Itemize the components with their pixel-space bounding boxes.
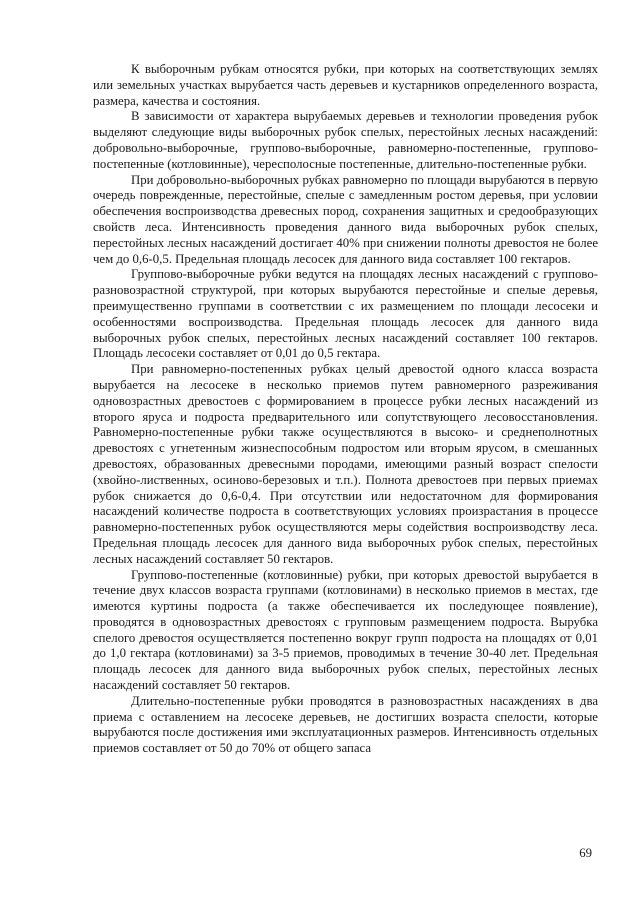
paragraph-4: Группово-выборочные рубки ведутся на площадях лесных насаждений с группово-разновозрастной структурой, при которых вырубаются перестойные и спелые деревья, преимущественно группами в соответствии с их размещением по площади лесосеки и особенностями воспроизводства. Предельная площадь лесосек для данного вида выборочных рубок спелых, перестойных лесных насаждений составляет 100 гектаров. Площадь лесосеки составляет от 0,01 до 0,5 гектара. (93, 267, 598, 361)
paragraph-5: При равномерно-постепенных рубках целый древостой одного класса возраста вырубается на лесосеке в несколько приемов путем равномерного разреживания одновозрастных древостоев с формированием в процессе рубки лесных насаждений из второго яруса и подроста предварительного или сопутствующего лесовосстановления. Равномерно-постепенные рубки также осуществляются в высоко- и среднеполнотных древостоях с угнетенным жизнеспособным подростом или вторым ярусом, в смешанных древостоях, образованных древесными породами, имеющими разный возраст спелости (хвойно-лиственных, осиново-березовых и т.п.). Полнота древостоев при первых приемах рубок снижается до 0,6-0,4. При отсутствии или недостаточном для формирования насаждений количестве подроста в соответствующих условиях произрастания в процессе равномерно-постепенных рубок осуществляются меры содействия воспроизводству леса. Предельная площадь лесосек для данного вида выборочных рубок спелых, перестойных лесных насаждений составляет 50 гектаров. (93, 362, 598, 566)
paragraph-7: Длительно-постепенные рубки проводятся в разновозрастных насаждениях в два приема с оставлением на лесосеке деревьев, не достигших возраста спелости, которые вырубаются после достижения ими эксплуатационных размеров. Интенсивность отдельных приемов составляет от 50 до 70% от общего запаса (93, 693, 598, 756)
body-text (93, 62, 598, 757)
paragraph-3: При добровольно-выборочных рубках равномерно по площади вырубаются в первую очередь поврежденные, перестойные, спелые с замедленным ростом деревья, при условии обеспечения воспроизводства древесных пород, сохранения защитных и средообразующих свойств леса. Интенсивность проведения данного вида выборочных рубок спелых, перестойных лесных насаждений достигает 40% при снижении полноты древостоя не более чем до 0,6-0,5. Предельная площадь лесосек для данного вида составляет 100 гектаров. (93, 172, 598, 266)
page-number: 69 (579, 846, 592, 860)
paragraph-6: Группово-постепенные (котловинные) рубки, при которых древостой вырубается в течение двух классов возраста группами (котловинами) в несколько приемов в местах, где имеются куртины подроста (а также обеспечивается их последующее появление), проводятся в одновозрастных древостоях с групповым размещением подроста. Вырубка спелого древостоя осуществляется постепенно вокруг групп подроста на площадях от 0,01 до 1,0 гектара (котловинами) за 3-5 приемов, проводимых в течение 30-40 лет. Предельная площадь лесосек для данного вида выборочных рубок спелых, перестойных лесных насаждений составляет 50 гектаров. (93, 567, 598, 693)
paragraph-2: В зависимости от характера вырубаемых деревьев и технологии проведения рубок выделяют следующие виды выборочных рубок спелых, перестойных лесных насаждений: добровольно-выборочные, группово-выборочные, равномерно-постепенные, группово-постепенные (котловинные), чересполосные постепенные, длительно-постепенные рубки. (93, 109, 598, 171)
paragraph-1: К выборочным рубкам относятся рубки, при которых на соответствующих землях или земельных участках вырубается часть деревьев и кустарников определенного возраста, размера, качества и состояния. (93, 62, 598, 108)
